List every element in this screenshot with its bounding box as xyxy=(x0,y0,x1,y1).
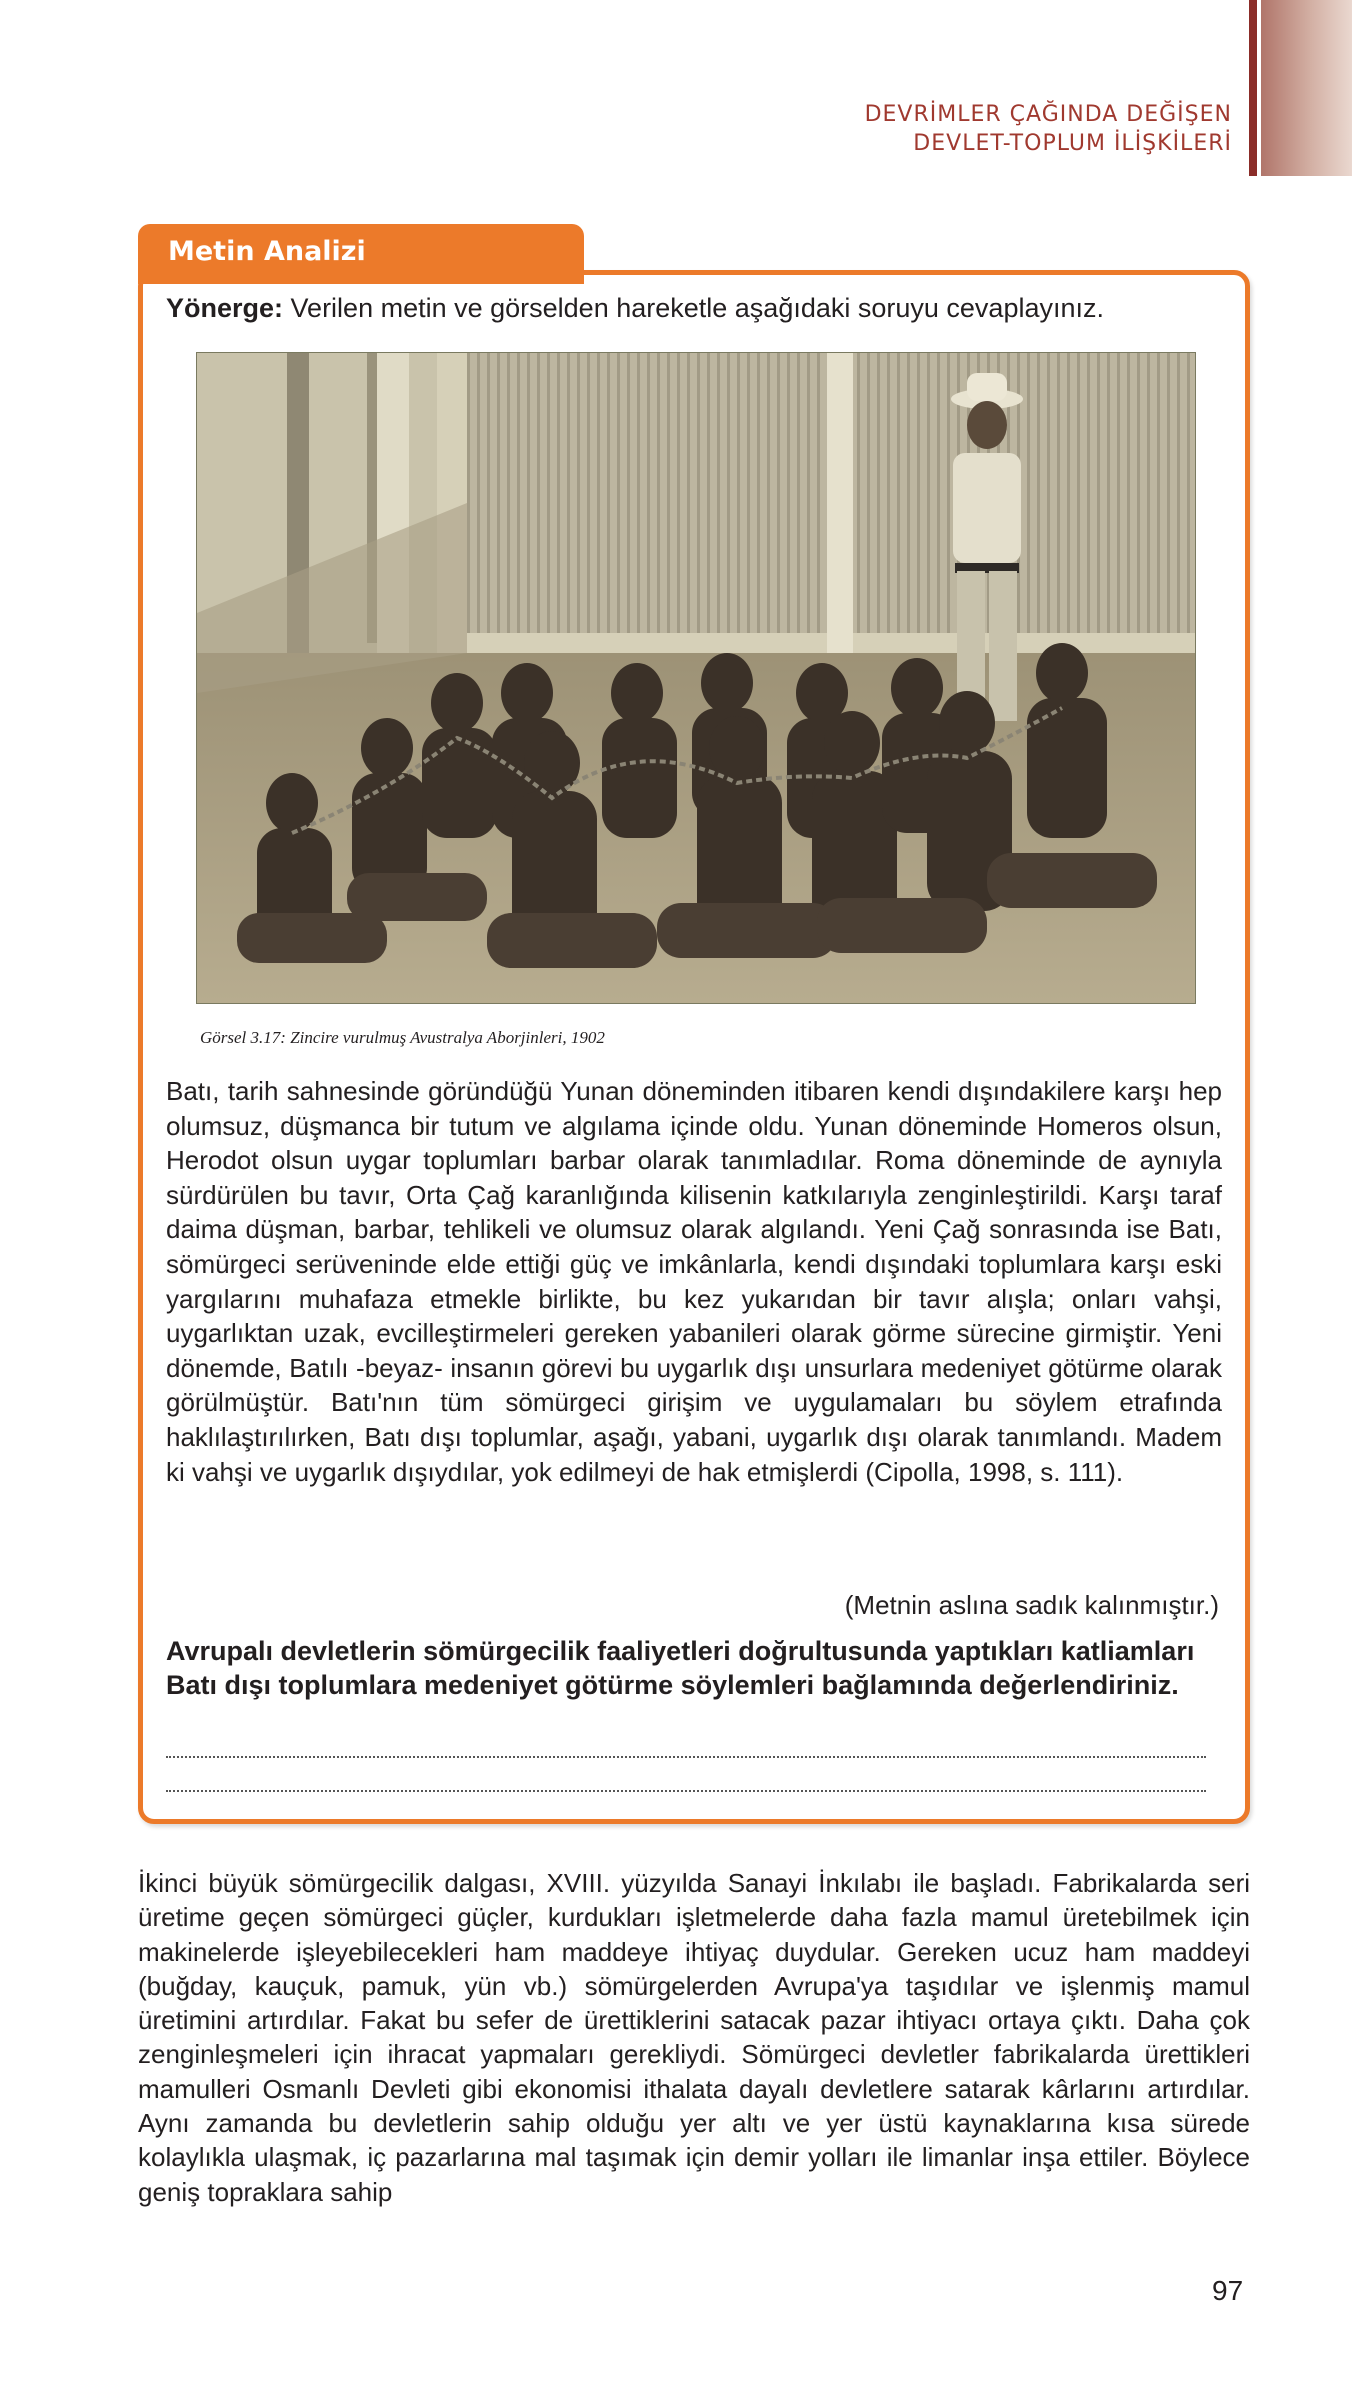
chapter-header-line2: DEVLET-TOPLUM İLİŞKİLERİ xyxy=(913,131,1232,156)
body-paragraph: İkinci büyük sömürgecilik dalgası, XVIII. yüzyılda Sanayi İnkılabı ile başladı. Fabrikalarda seri üretime geçen sömürgeci güçler, kurdukları işletmelerde daha fazla mamul üretebilmek için makinelerde işleyebilecekleri ham maddeye ihtiyaç duydular. Gereken ucuz ham maddeyi (buğday, kauçuk, pamuk, yün vb.) sömürgelerden Avrupa'ya taşıdılar ve işlenmiş mamul üretimini artırdılar. Fakat bu sefer de ürettiklerini satacak pazar ihtiyacı ortaya çıktı. Daha çok zenginleşmeleri için ihracat yapmaları gerekliydi. Sömürgeci devletler fabrikalarda ürettikleri mamulleri Osmanlı Devleti gibi ekonomisi ithalata dayalı devletlere satarak kârlarını artırdılar. Aynı zamanda bu devletlerin sahip olduğu yer altı ve yer üstü kaynaklarına kısa sürede kolaylıkla ulaşmak, iç pazarlarına mal taşımak için demir yolları ile limanlar inşa ettiler. Böylece geniş topraklara sahip xyxy=(138,1868,1250,2207)
answer-line-1[interactable] xyxy=(166,1756,1206,1758)
tab-label: Metin Analizi xyxy=(168,236,366,267)
page-number: 97 xyxy=(1212,2275,1244,2306)
source-note: (Metnin aslına sadık kalınmıştır.) xyxy=(844,1590,1219,1620)
page-edge-gradient xyxy=(1261,0,1352,176)
answer-line-2[interactable] xyxy=(166,1790,1206,1792)
chapter-header-line1: DEVRİMLER ÇAĞINDA DEĞİŞEN xyxy=(864,102,1232,127)
instruction-label: Yönerge: xyxy=(166,293,284,323)
chapter-header xyxy=(865,100,1232,158)
question-text: Avrupalı devletlerin sömürgecilik faaliyetleri doğrultusunda yaptıkları katliamları Batı dışı toplumlara medeniyet götürme söylemleri bağlamında değerlendiriniz. xyxy=(166,1636,1195,1700)
source-paragraph: Batı, tarih sahnesinde göründüğü Yunan döneminden itibaren kendi dışındakilere karşı hep olumsuz, düşmanca bir tutum ve algılama içinde oldu. Yunan döneminde Homeros olsun, Herodot olsun uygar toplumları barbar olarak tanımladılar. Roma döneminde de aynıyla sürdürülen bu tavır, Orta Çağ karanlığında kilisenin katkılarıyla zenginleştirildi. Karşı taraf daima düşman, barbar, tehlikeli ve olumsuz olarak algılandı. Yeni Çağ sonrasında ise Batı, sömürgeci serüveninde elde ettiği güç ve imkânlarla, kendi dışındaki toplumlara karşı eski yargılarını muhafaza etmekle birlikte, bu kez yukarıdan bir tavır alışla; onları vahşi, uygarlıktan uzak, evcilleştirmeleri gereken yabanileri olarak görme sürecine girmiştir. Yeni dönemde, Batılı -beyaz- insanın görevi bu uygarlık dışı unsurlara medeniyet götürme olarak görülmüştür. Batı'nın tüm sömürgeci girişim ve uygulamaları bu söylem etrafında haklılaştırılırken, Batı dışı toplumlar, aşağı, yabani, uygarlık dışı olarak tanımlandı. Madem ki vahşi ve uygarlık dışıydılar, yok edilmeyi de hak etmişlerdi (Cipolla, 1998, s. 111). xyxy=(166,1076,1222,1487)
photo-caption xyxy=(200,1028,605,1048)
historical-photo xyxy=(196,352,1196,1004)
page-edge-bar xyxy=(1249,0,1257,176)
text-analysis-tab xyxy=(138,224,584,284)
instruction xyxy=(166,293,1104,324)
photo-illustration xyxy=(197,353,1195,1003)
caption-text: Zincire vurulmuş Avustralya Aborjinleri, 1902 xyxy=(285,1028,605,1047)
caption-label: Görsel 3.17: xyxy=(200,1028,286,1047)
instruction-text: Verilen metin ve görselden hareketle aşağıdaki soruyu cevaplayınız. xyxy=(283,293,1104,323)
